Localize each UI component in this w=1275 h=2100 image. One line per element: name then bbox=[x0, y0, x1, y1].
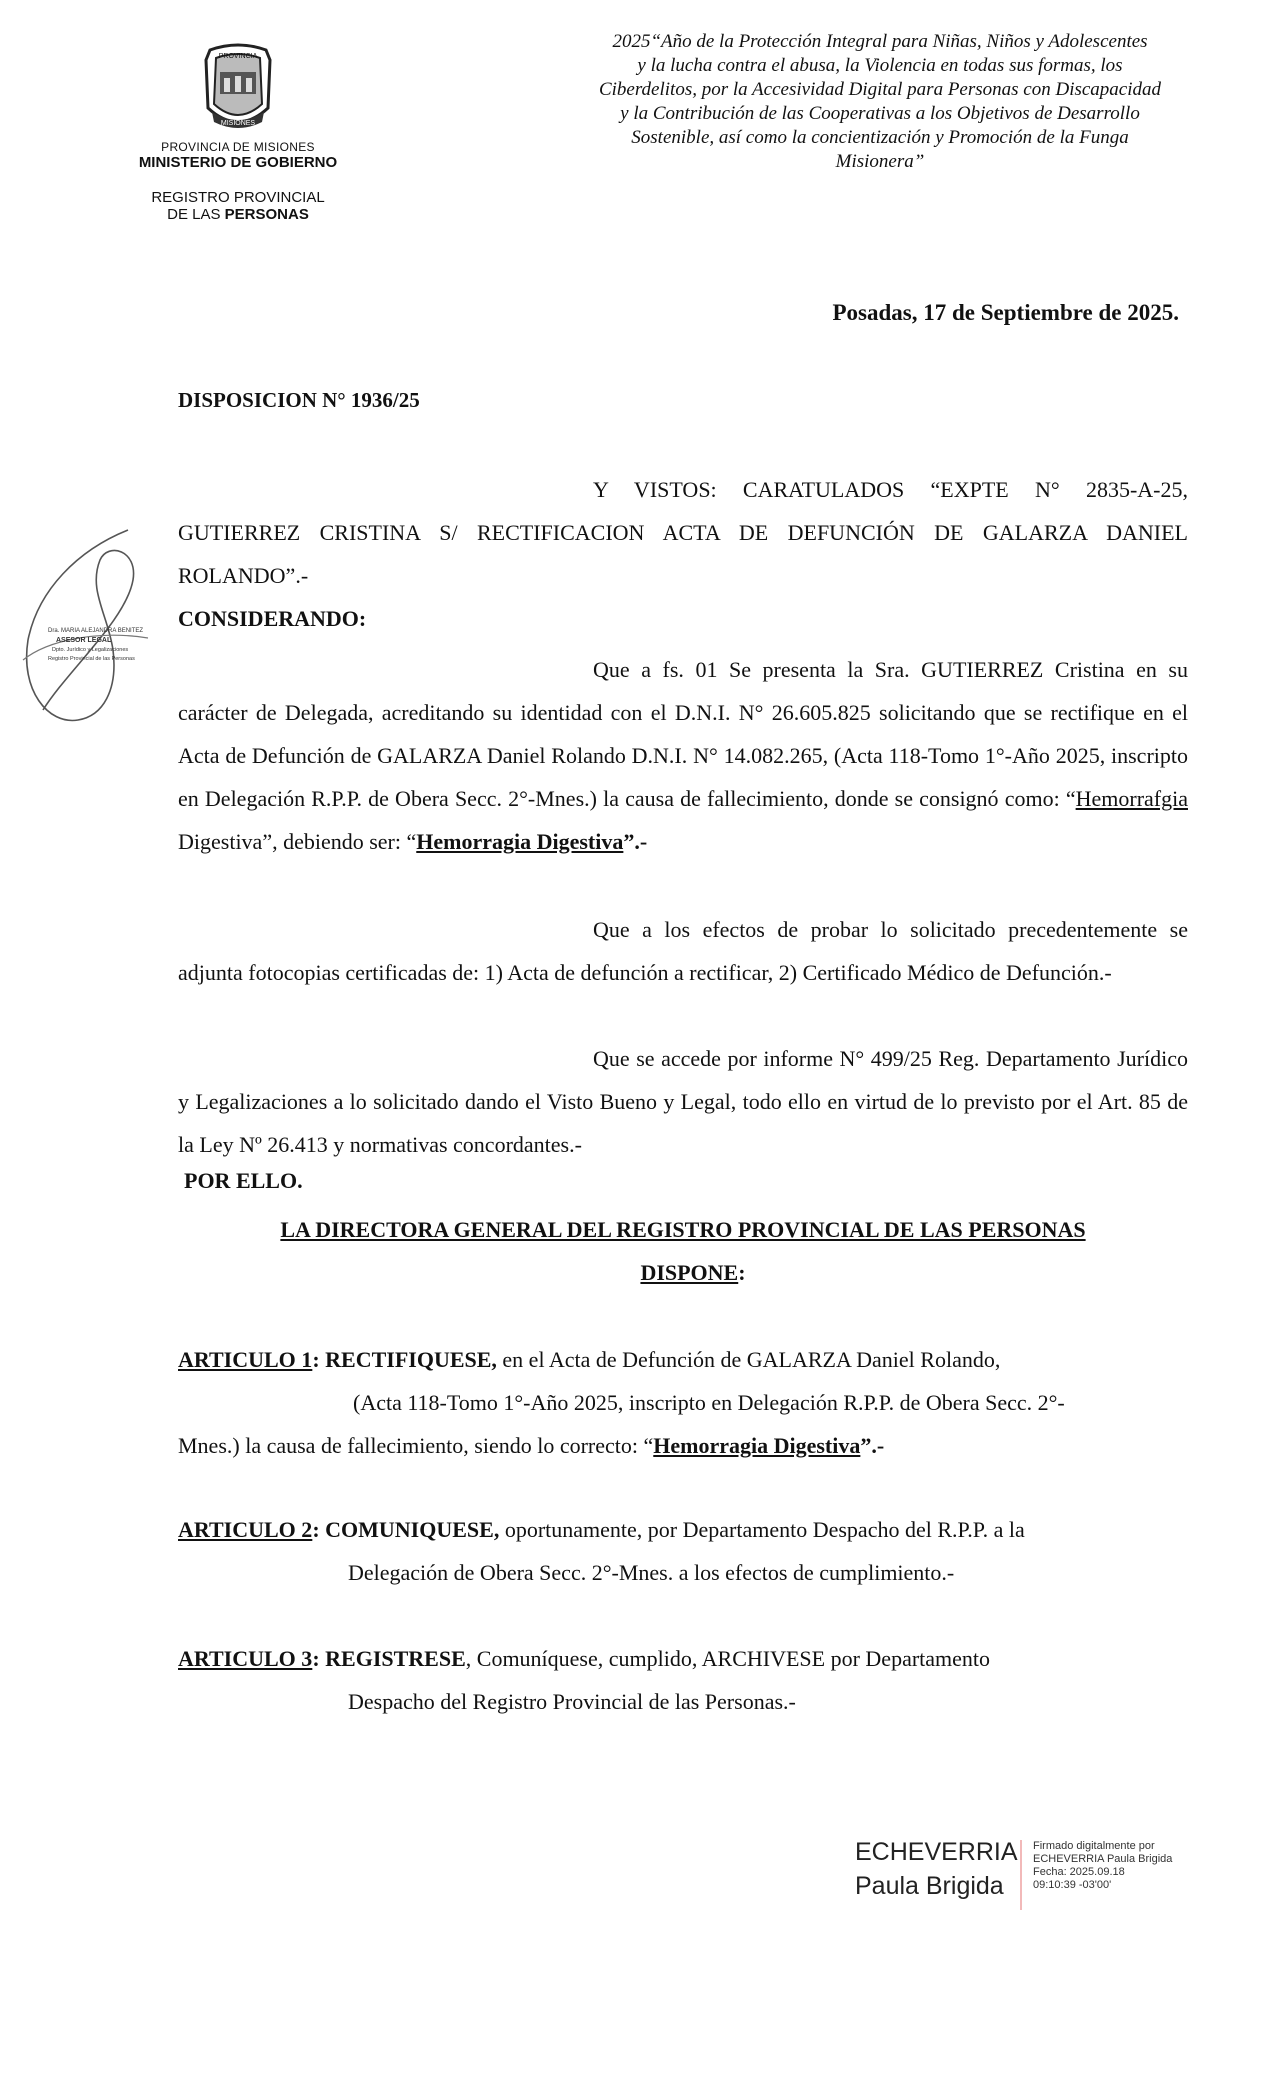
directora-heading: LA DIRECTORA GENERAL DEL REGISTRO PROVINCIAL DE LAS PERSONAS DISPONE: bbox=[280, 1217, 1086, 1285]
article-1: ARTICULO 1: RECTIFIQUESE, en el Acta de Defunción de GALARZA Daniel Rolando, (Acta 118-Tomo 1°-Año 2025, inscripto en Delegación R.P.P. de Obera Secc. 2°- Mnes.) la causa de fallecimiento, siendo lo correcto: “Hemorragia Digestiva”.- bbox=[178, 1347, 1065, 1458]
registry-name-line2: DE LAS PERSONAS bbox=[167, 206, 309, 223]
signer-surname: ECHEVERRIA bbox=[855, 1838, 1018, 1866]
considerando-paragraph-2: Que a los efectos de probar lo solicitado precedentemente se adjunta fotocopias certificadas de: 1) Acta de defunción a rectificar, 2) Certificado Médico de Defunción.- bbox=[178, 917, 1188, 985]
stamp-line-1: Dra. MARIA ALEJANDRA BENITEZ bbox=[48, 628, 144, 634]
organization-logo bbox=[118, 38, 358, 223]
disposition-number: DISPOSICION N° 1936/25 bbox=[178, 388, 420, 412]
considerando-heading: CONSIDERANDO: bbox=[178, 606, 367, 631]
province-name: PROVINCIA DE MISIONES bbox=[161, 140, 315, 154]
signer-given-names: Paula Brigida bbox=[855, 1872, 1004, 1900]
place-date: Posadas, 17 de Septiembre de 2025. bbox=[832, 300, 1179, 325]
signature-details: Firmado digitalmente por ECHEVERRIA Paula Brigida Fecha: 2025.09.18 09:10:39 -03'00' bbox=[1033, 1840, 1173, 1891]
article-2: ARTICULO 2: COMUNIQUESE, oportunamente, por Departamento Despacho del R.P.P. a la Delegación de Obera Secc. 2°-Mnes. a los efectos de cumplimiento.- bbox=[178, 1517, 1025, 1585]
wrong-term: Hemorrafgia bbox=[1075, 786, 1188, 811]
vistos-paragraph: Y VISTOS: CARATULADOS “EXPTE N° 2835-A-25, GUTIERREZ CRISTINA S/ RECTIFICACION ACTA DE DEFUNCIÓN DE GALARZA DANIEL ROLANDO”.- bbox=[178, 477, 1188, 588]
stamp-line-4: Registro Provincial de las Personas bbox=[48, 656, 135, 662]
article-3: ARTICULO 3: REGISTRESE, Comuníquese, cumplido, ARCHIVESE por Departamento Despacho del Registro Provincial de las Personas.- bbox=[178, 1646, 991, 1714]
signature-separator bbox=[1020, 1840, 1022, 1910]
stamp-line-2: ASESOR LEGAL bbox=[56, 637, 112, 644]
ministry-name: MINISTERIO DE GOBIERNO bbox=[138, 154, 338, 171]
correct-term: Hemorragia Digestiva bbox=[416, 829, 624, 854]
provincial-crest-icon bbox=[190, 38, 286, 138]
handwritten-signature-stamp bbox=[8, 520, 168, 750]
crest-top-text: PROVINCIA bbox=[218, 53, 258, 60]
year-motto: 2025“Año de la Protección Integral para Niñas, Niños y Adolescentes y la lucha contra el abusa, la Violencia en todas sus formas, los Ciberdelitos, por la Accesividad Digital para Personas con Discapacidad y la Contribución de las Cooperativas a los Objetivos de Desarrollo Sostenible, así como la concientización y Promoción de la Funga Misionera” bbox=[598, 31, 1162, 172]
stamp-line-3: Dpto. Jurídico y Legalizaciones bbox=[52, 647, 129, 653]
dispone-label: DISPONE bbox=[640, 1260, 739, 1285]
considerando-paragraph-3: Que se accede por informe N° 499/25 Reg. Departamento Jurídico y Legalizaciones a lo solicitado dando el Visto Bueno y Legal, todo ello en virtud de lo previsto por el Art. 85 de la Ley Nº 26.413 y normativas concordantes.- bbox=[178, 1046, 1188, 1157]
digital-signature bbox=[855, 1838, 1195, 1918]
por-ello-label: POR ELLO. bbox=[184, 1168, 303, 1193]
considerando-paragraph-1: Que a fs. 01 Se presenta la Sra. GUTIERREZ Cristina en su carácter de Delegada, acreditando su identidad con el D.N.I. N° 26.605.825 solicitando que se rectifique en el Acta de Defunción de GALARZA Daniel Rolando D.N.I. N° 14.082.265, (Acta 118-Tomo 1°-Año 2025, inscripto en Delegación R.P.P. de Obera Secc. 2°-Mnes.) la causa de fallecimiento, donde se consignó como: “Hemorrafgia Digestiva”, debiendo ser: “Hemorragia Digestiva”.- bbox=[178, 657, 1188, 854]
registry-name-line1: REGISTRO PROVINCIAL bbox=[151, 189, 325, 206]
crest-bottom-text: MISIONES bbox=[220, 120, 256, 127]
